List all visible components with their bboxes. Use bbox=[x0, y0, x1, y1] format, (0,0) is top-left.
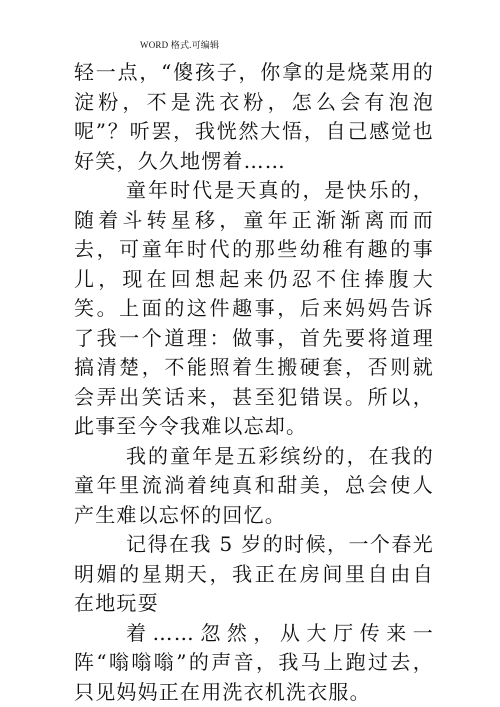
paragraph-1: 轻一点，“傻孩子，你拿的是烧菜用的淀粉，不是洗衣粉，怎么会有泡泡呢”？听罢，我恍然大悟，自己感觉也好笑，久久地愣着…… bbox=[74, 58, 434, 176]
paragraph-5: 着……忽然，从大厅传来一阵“嗡嗡嗡”的声音，我马上跑过去，只见妈妈正在用洗衣机洗衣服。 bbox=[74, 619, 434, 707]
paragraph-4: 记得在我 5 岁的时候，一个春光明媚的星期天，我正在房间里自由自在地玩耍 bbox=[74, 530, 434, 619]
document-body bbox=[74, 58, 434, 707]
page-header: WORD 格式.可编辑 bbox=[140, 38, 219, 51]
paragraph-3: 我的童年是五彩缤纷的，在我的童年里流淌着纯真和甜美，总会使人产生难以忘怀的回忆。 bbox=[74, 442, 434, 531]
paragraph-2: 童年时代是天真的，是快乐的，随着斗转星移，童年正渐渐离而而去，可童年时代的那些幼稚有趣的事儿，现在回想起来仍忍不住捧腹大笑。上面的这件趣事，后来妈妈告诉了我一个道理：做事，首先要将道理搞清楚，不能照着生搬硬套，否则就会弄出笑话来，甚至犯错误。所以，此事至今令我难以忘却。 bbox=[74, 176, 434, 442]
